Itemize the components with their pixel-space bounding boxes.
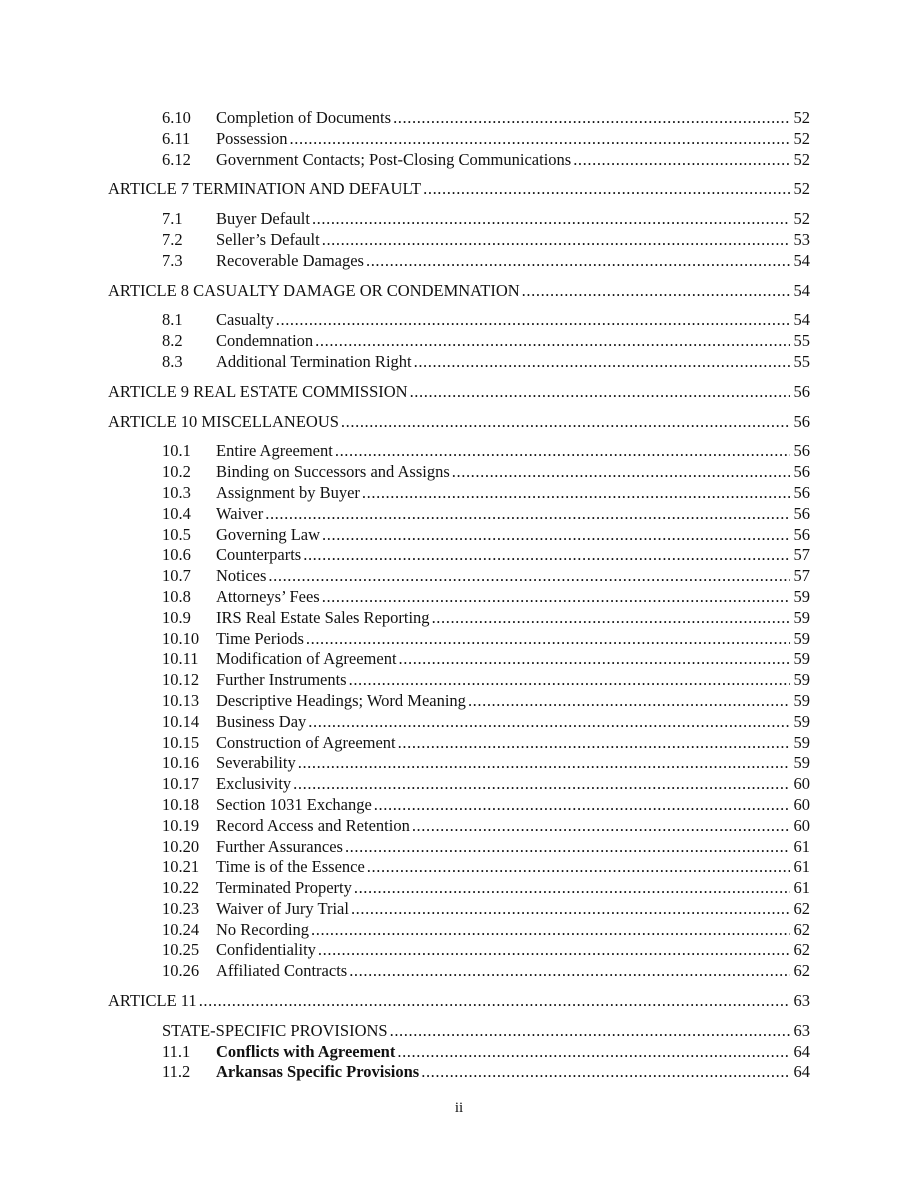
toc-page-number: 59 — [793, 711, 810, 731]
toc-section-number: 8.3 — [162, 351, 183, 371]
toc-page-number: 61 — [793, 836, 810, 856]
toc-entry-title: Recoverable Damages — [216, 250, 364, 270]
dot-leader — [573, 150, 790, 171]
toc-entry-title: Conflicts with Agreement — [216, 1041, 396, 1061]
toc-page-number: 62 — [793, 940, 810, 960]
dot-leader — [276, 310, 790, 331]
toc-entry-title: Record Access and Retention — [216, 815, 410, 835]
toc-page-number: 61 — [793, 878, 810, 898]
toc-page-number: 60 — [793, 774, 810, 794]
dot-leader — [322, 587, 790, 608]
toc-section-number: 10.19 — [162, 815, 200, 835]
dot-leader — [322, 230, 790, 251]
toc-entry-title: Business Day — [216, 711, 307, 731]
toc-page-number: 59 — [793, 732, 810, 752]
toc-entry-title: IRS Real Estate Sales Reporting — [216, 607, 430, 627]
toc-page-number: 52 — [793, 128, 810, 148]
toc-section-entry — [108, 629, 810, 650]
toc-article-entry — [108, 412, 810, 433]
toc-section-number: 10.13 — [162, 690, 200, 710]
toc-section-number: 7.3 — [162, 250, 183, 270]
toc-section-entry — [108, 940, 810, 961]
toc-section-entry — [108, 733, 810, 754]
toc-entry-title: Possession — [216, 128, 288, 148]
dot-leader — [393, 108, 790, 129]
toc-entry-title: Buyer Default — [216, 209, 310, 229]
toc-entry-title: Further Instruments — [216, 670, 347, 690]
toc-section-number: 10.11 — [162, 649, 199, 669]
toc-section-number: 10.16 — [162, 753, 200, 773]
dot-leader — [268, 566, 790, 587]
dot-leader — [322, 525, 790, 546]
toc-entry-title: ARTICLE 10 MISCELLANEOUS — [108, 411, 339, 431]
toc-entry-title: Assignment by Buyer — [216, 482, 360, 502]
toc-section-number: 10.7 — [162, 566, 191, 586]
toc-page-number: 55 — [793, 331, 810, 351]
toc-section-entry — [108, 899, 810, 920]
toc-section-entry — [108, 525, 810, 546]
toc-entry-title: ARTICLE 8 CASUALTY DAMAGE OR CONDEMNATION — [108, 280, 520, 300]
toc-page-number: 59 — [793, 690, 810, 710]
toc-article-entry — [108, 179, 810, 200]
dot-leader — [290, 129, 790, 150]
dot-leader — [412, 816, 790, 837]
toc-section-number: 10.20 — [162, 836, 200, 856]
dot-leader — [410, 382, 790, 403]
toc-section-number: 10.21 — [162, 857, 200, 877]
toc-entry-title: Waiver of Jury Trial — [216, 898, 349, 918]
dot-leader — [421, 1062, 790, 1083]
toc-section-number: 8.1 — [162, 310, 183, 330]
toc-entry-title: Binding on Successors and Assigns — [216, 462, 450, 482]
dot-leader — [265, 504, 790, 525]
toc-section-number: 6.12 — [162, 149, 191, 169]
toc-page-number: 59 — [793, 670, 810, 690]
toc-section-entry — [108, 753, 810, 774]
dot-leader — [335, 441, 790, 462]
toc-page-number: 56 — [793, 411, 810, 431]
toc-entry-title: Seller’s Default — [216, 229, 320, 249]
toc-section-entry — [108, 1042, 810, 1063]
toc-section-number: 10.24 — [162, 919, 200, 939]
toc-section-entry — [108, 670, 810, 691]
toc-page-number: 59 — [793, 649, 810, 669]
toc-entry-title: STATE-SPECIFIC PROVISIONS — [162, 1020, 388, 1040]
toc-section-entry — [108, 150, 810, 171]
toc-page-number: 56 — [793, 482, 810, 502]
toc-entry-title: Notices — [216, 566, 267, 586]
toc-section-number: 10.25 — [162, 940, 200, 960]
toc-section-number: 10.10 — [162, 628, 200, 648]
toc-entry-title: Completion of Documents — [216, 108, 392, 127]
dot-leader — [298, 753, 790, 774]
toc-section-number: 10.4 — [162, 503, 191, 523]
toc-article-entry — [108, 281, 810, 302]
dot-leader — [362, 483, 790, 504]
toc-section-number: 11.1 — [162, 1041, 191, 1061]
toc-page-number: 54 — [793, 250, 810, 270]
dot-leader — [397, 1042, 790, 1063]
toc-section-entry — [108, 566, 810, 587]
toc-entry-title: Attorneys’ Fees — [216, 586, 320, 606]
toc-section-number: 10.26 — [162, 961, 200, 981]
toc-page-number: 60 — [793, 815, 810, 835]
toc-page-number: 54 — [793, 310, 810, 330]
toc-section-entry — [108, 795, 810, 816]
toc-section-entry — [108, 483, 810, 504]
toc-entry-title: Time is of the Essence — [216, 857, 365, 877]
toc-section-number: 10.3 — [162, 482, 191, 502]
toc-page-number: 56 — [793, 462, 810, 482]
toc-page-number: 56 — [793, 524, 810, 544]
toc-section-entry — [108, 352, 810, 373]
toc-article-entry — [108, 991, 810, 1012]
dot-leader — [311, 920, 790, 941]
table-of-contents — [108, 108, 810, 1083]
toc-section-number: 6.11 — [162, 128, 191, 148]
dot-leader — [199, 991, 790, 1012]
toc-page-number: 62 — [793, 919, 810, 939]
page-number-footer: ii — [454, 1100, 464, 1116]
toc-page-number: 64 — [793, 1041, 810, 1061]
toc-section-entry — [108, 108, 810, 129]
toc-entry-title: Exclusivity — [216, 774, 292, 794]
toc-entry-title: Entire Agreement — [216, 441, 333, 461]
toc-entry-title: Governing Law — [216, 524, 321, 544]
toc-entry-title: Modification of Agreement — [216, 649, 397, 669]
toc-entry-title: Terminated Property — [216, 878, 352, 898]
toc-section-entry — [108, 837, 810, 858]
toc-entry-title: Government Contacts; Post-Closing Communications — [216, 149, 572, 169]
dot-leader — [308, 712, 790, 733]
toc-page-number: 60 — [793, 794, 810, 814]
toc-section-entry — [108, 774, 810, 795]
dot-leader — [351, 899, 790, 920]
toc-entry-title: Time Periods — [216, 628, 304, 648]
toc-page-number: 64 — [793, 1062, 810, 1082]
toc-page-number: 56 — [793, 381, 810, 401]
dot-leader — [315, 331, 790, 352]
toc-page-number: 56 — [793, 441, 810, 461]
dot-leader — [432, 608, 790, 629]
toc-entry-title: Confidentiality — [216, 940, 316, 960]
toc-section-entry — [108, 816, 810, 837]
toc-section-entry — [108, 462, 810, 483]
toc-section-entry — [108, 691, 810, 712]
dot-leader — [390, 1021, 790, 1042]
toc-entry-title: Casualty — [216, 310, 274, 330]
toc-page-number: 59 — [793, 628, 810, 648]
toc-page-number: 52 — [793, 108, 810, 127]
toc-entry-title: ARTICLE 11 — [108, 991, 197, 1011]
dot-leader — [423, 179, 790, 200]
dot-leader — [341, 412, 790, 433]
toc-section-number: 10.1 — [162, 441, 191, 461]
toc-section-entry — [108, 251, 810, 272]
toc-section-entry — [108, 857, 810, 878]
dot-leader — [349, 670, 790, 691]
dot-leader — [293, 774, 790, 795]
dot-leader — [312, 209, 790, 230]
toc-section-entry — [108, 1021, 810, 1042]
toc-entry-title: ARTICLE 9 REAL ESTATE COMMISSION — [108, 381, 408, 401]
toc-section-entry — [108, 441, 810, 462]
toc-page-number: 57 — [793, 566, 810, 586]
toc-page-number: 53 — [793, 229, 810, 249]
toc-page-number: 55 — [793, 351, 810, 371]
dot-leader — [398, 733, 790, 754]
toc-entry-title: Descriptive Headings; Word Meaning — [216, 690, 466, 710]
toc-entry-title: Additional Termination Right — [216, 351, 412, 371]
toc-entry-title: ARTICLE 7 TERMINATION AND DEFAULT — [108, 179, 422, 199]
toc-page-number: 57 — [793, 545, 810, 565]
toc-page-number: 63 — [793, 991, 810, 1011]
toc-page-number: 62 — [793, 961, 810, 981]
toc-entry-title: Severability — [216, 753, 296, 773]
toc-page-number: 52 — [793, 209, 810, 229]
dot-leader — [367, 857, 790, 878]
toc-section-number: 10.22 — [162, 878, 200, 898]
toc-section-number: 7.2 — [162, 229, 183, 249]
toc-section-number: 10.15 — [162, 732, 200, 752]
toc-section-entry — [108, 310, 810, 331]
toc-section-entry — [108, 504, 810, 525]
toc-page-number: 59 — [793, 607, 810, 627]
toc-section-entry — [108, 608, 810, 629]
dot-leader — [345, 837, 790, 858]
toc-entry-title: No Recording — [216, 919, 310, 939]
toc-section-number: 11.2 — [162, 1062, 191, 1082]
toc-page-number: 59 — [793, 753, 810, 773]
toc-section-number: 10.17 — [162, 774, 200, 794]
toc-section-number: 10.2 — [162, 462, 191, 482]
toc-page-number: 52 — [793, 149, 810, 169]
dot-leader — [318, 940, 790, 961]
dot-leader — [306, 629, 790, 650]
toc-section-entry — [108, 545, 810, 566]
dot-leader — [366, 251, 790, 272]
dot-leader — [468, 691, 790, 712]
toc-entry-title: Counterparts — [216, 545, 302, 565]
toc-section-entry — [108, 920, 810, 941]
toc-entry-title: Affiliated Contracts — [216, 961, 348, 981]
toc-section-number: 10.12 — [162, 670, 200, 690]
toc-section-entry — [108, 129, 810, 150]
toc-section-number: 10.14 — [162, 711, 200, 731]
toc-entry-title: Construction of Agreement — [216, 732, 396, 752]
dot-leader — [374, 795, 790, 816]
toc-page-number: 63 — [793, 1020, 810, 1040]
toc-article-entry — [108, 382, 810, 403]
toc-entry-title: Arkansas Specific Provisions — [216, 1062, 420, 1082]
toc-section-number: 10.23 — [162, 898, 200, 918]
toc-section-number: 10.5 — [162, 524, 191, 544]
dot-leader — [522, 281, 790, 302]
dot-leader — [399, 649, 790, 670]
toc-section-entry — [108, 1062, 810, 1083]
dot-leader — [349, 961, 790, 982]
toc-page-number: 56 — [793, 503, 810, 523]
toc-entry-title: Section 1031 Exchange — [216, 794, 372, 814]
toc-page-number: 61 — [793, 857, 810, 877]
toc-section-entry — [108, 331, 810, 352]
toc-section-entry — [108, 649, 810, 670]
toc-section-number: 10.6 — [162, 545, 191, 565]
toc-page-number: 52 — [793, 179, 810, 199]
toc-entry-title: Further Assurances — [216, 836, 343, 856]
toc-section-number: 8.2 — [162, 331, 183, 351]
toc-section-entry — [108, 209, 810, 230]
toc-section-number: 10.18 — [162, 794, 200, 814]
dot-leader — [354, 878, 790, 899]
toc-section-entry — [108, 878, 810, 899]
toc-section-entry — [108, 961, 810, 982]
dot-leader — [452, 462, 790, 483]
toc-section-number: 6.10 — [162, 108, 191, 127]
toc-section-number: 10.9 — [162, 607, 191, 627]
toc-page-number: 54 — [793, 280, 810, 300]
toc-entry-title: Waiver — [216, 503, 264, 523]
toc-section-number: 7.1 — [162, 209, 183, 229]
toc-page-number: 59 — [793, 586, 810, 606]
toc-section-entry — [108, 230, 810, 251]
dot-leader — [303, 545, 790, 566]
toc-section-number: 10.8 — [162, 586, 191, 606]
toc-section-entry — [108, 587, 810, 608]
toc-page-number: 62 — [793, 898, 810, 918]
toc-section-entry — [108, 712, 810, 733]
dot-leader — [414, 352, 790, 373]
toc-entry-title: Condemnation — [216, 331, 314, 351]
